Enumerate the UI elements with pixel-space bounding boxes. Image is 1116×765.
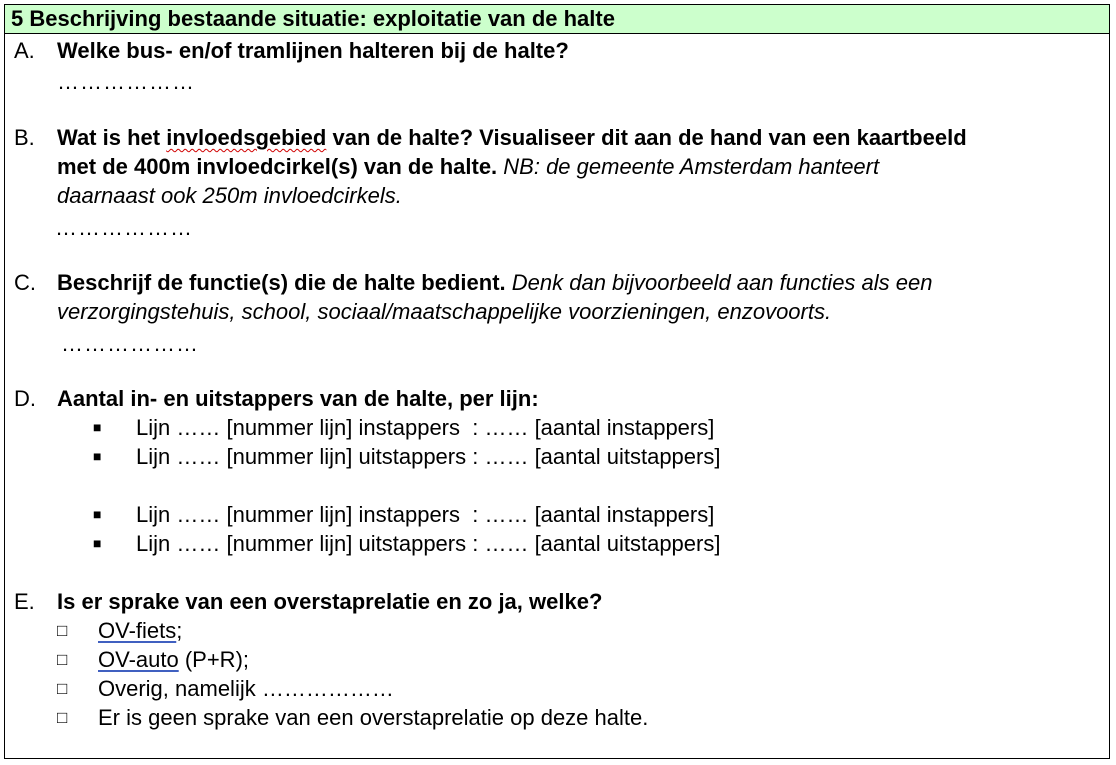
answer-placeholder[interactable]: ………………	[61, 331, 199, 356]
option-label: Er is geen sprake van een overstaprelatie op deze halte.	[98, 705, 649, 730]
spelling-flagged-word: invloedsgebied	[166, 125, 327, 150]
ov-fiets-link[interactable]: OV-fiets	[98, 618, 177, 643]
question-letter: C.	[14, 270, 36, 295]
option-suffix: ;	[176, 618, 183, 643]
question-text: Is er sprake van een overstaprelatie en zo ja, welke?	[57, 589, 603, 614]
question-note: NB: de gemeente Amsterdam hanteert	[497, 154, 880, 179]
answer-placeholder[interactable]: ………………	[57, 69, 195, 94]
option-label	[98, 645, 249, 674]
list-item-text: Lijn …… [nummer lijn] uitstappers : …… [aantal uitstappers]	[136, 531, 721, 556]
bullet-square-icon: ■	[93, 419, 102, 435]
question-text-part: van de halte? Visualiseer dit aan de hand van een kaartbeeld	[326, 125, 967, 150]
question-text: Aantal in- en uitstappers van de halte, per lijn:	[57, 386, 539, 411]
question-text	[57, 268, 932, 297]
question-letter: E.	[14, 589, 35, 614]
bullet-square-icon: ■	[93, 448, 102, 464]
question-text-part: Wat is het	[57, 125, 167, 150]
question-text	[57, 152, 879, 181]
section-header: 5 Beschrijving bestaande situatie: exploitatie van de halte	[5, 5, 1109, 34]
list-item-text: Lijn …… [nummer lijn] instappers : …… [aantal instappers]	[136, 502, 715, 527]
question-note: verzorgingstehuis, school, sociaal/maatschappelijke voorzieningen, enzovoorts.	[57, 299, 832, 324]
answer-placeholder[interactable]: ………………	[55, 215, 193, 240]
option-suffix: (P+R);	[178, 647, 250, 672]
question-note: daarnaast ook 250m invloedcirkels.	[57, 183, 402, 208]
question-note: Denk dan bijvoorbeeld aan functies als een	[505, 270, 933, 295]
checkbox-icon[interactable]: □	[57, 650, 68, 669]
question-letter: B.	[14, 125, 35, 150]
checkbox-icon[interactable]: □	[57, 708, 68, 727]
question-text-part: met de 400m invloedcirkel(s) van de halte.	[57, 154, 498, 179]
question-letter: A.	[14, 38, 35, 63]
question-letter: D.	[14, 386, 36, 411]
list-item-text: Lijn …… [nummer lijn] uitstappers : …… [aantal uitstappers]	[136, 444, 721, 469]
bullet-square-icon: ■	[93, 506, 102, 522]
question-text: Welke bus- en/of tramlijnen halteren bij de halte?	[57, 38, 569, 63]
list-item-text: Lijn …… [nummer lijn] instappers : …… [aantal instappers]	[136, 415, 715, 440]
question-text	[57, 123, 967, 152]
question-text-part: Beschrijf de functie(s) die de halte bedient.	[57, 270, 506, 295]
checkbox-icon[interactable]: □	[57, 621, 68, 640]
ov-auto-link[interactable]: OV-auto	[98, 647, 179, 672]
section-table	[4, 4, 1110, 759]
checkbox-icon[interactable]: □	[57, 679, 68, 698]
option-label: Overig, namelijk ………………	[98, 676, 394, 701]
bullet-square-icon: ■	[93, 535, 102, 551]
option-label	[98, 616, 182, 645]
